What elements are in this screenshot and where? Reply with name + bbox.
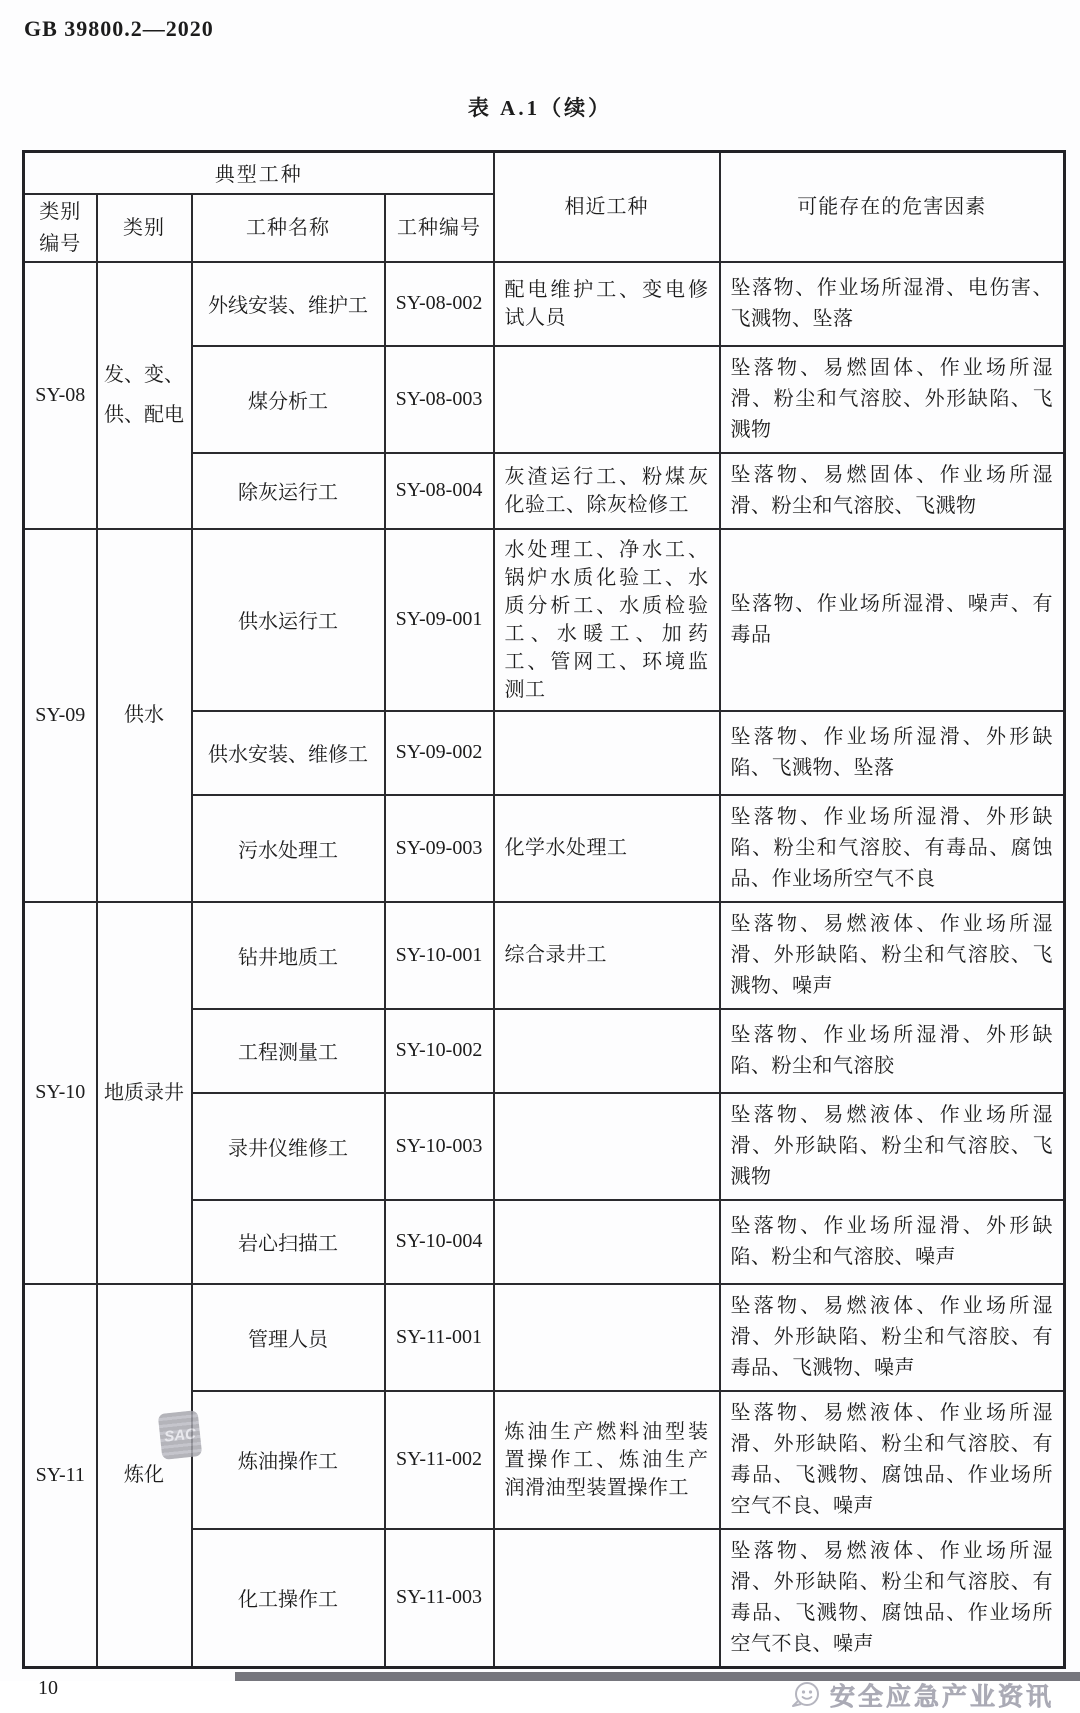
job-name-cell: 除灰运行工 — [192, 453, 385, 529]
job-code-cell: SY-08-003 — [385, 346, 494, 453]
similar-jobs-cell: 化学水处理工 — [494, 795, 720, 902]
job-code-cell: SY-09-001 — [385, 529, 494, 711]
sac-logo-watermark — [158, 1410, 203, 1460]
job-code-cell: SY-10-004 — [385, 1200, 494, 1284]
job-name-cell: 炼油操作工 — [192, 1391, 385, 1529]
table-row — [24, 1284, 1065, 1391]
group-category-cell: 炼化 — [97, 1284, 192, 1668]
job-name-cell: 外线安装、维护工 — [192, 262, 385, 346]
hazards-cell: 坠落物、易燃液体、作业场所湿滑、外形缺陷、粉尘和气溶胶、飞溅物 — [720, 1093, 1065, 1200]
job-code-cell: SY-09-002 — [385, 711, 494, 795]
watermark-logo-icon — [790, 1679, 822, 1711]
job-name-cell: 岩心扫描工 — [192, 1200, 385, 1284]
similar-jobs-cell: 配电维护工、变电修试人员 — [494, 262, 720, 346]
header-category-number-label: 类别编号 — [39, 200, 82, 255]
page-footer — [0, 1677, 1080, 1713]
job-name-cell: 工程测量工 — [192, 1009, 385, 1093]
job-code-cell: SY-10-002 — [385, 1009, 494, 1093]
group-code-cell: SY-09 — [24, 529, 97, 902]
job-name-cell: 煤分析工 — [192, 346, 385, 453]
job-name-cell: 供水运行工 — [192, 529, 385, 711]
header-typical-jobs: 典型工种 — [24, 152, 494, 194]
hazards-cell: 坠落物、作业场所湿滑、外形缺陷、粉尘和气溶胶 — [720, 1009, 1065, 1093]
header-category-number — [24, 194, 97, 262]
similar-jobs-cell: 灰渣运行工、粉煤灰化验工、除灰检修工 — [494, 453, 720, 529]
header-job-code: 工种编号 — [385, 194, 494, 262]
hazards-cell: 坠落物、易燃固体、作业场所湿滑、粉尘和气溶胶、外形缺陷、飞溅物 — [720, 346, 1065, 453]
hazards-cell: 坠落物、作业场所湿滑、外形缺陷、飞溅物、坠落 — [720, 711, 1065, 795]
job-code-cell: SY-08-004 — [385, 453, 494, 529]
watermark-text: 安全应急产业资讯 — [829, 1682, 1054, 1711]
similar-jobs-cell: 水处理工、净水工、锅炉水质化验工、水质分析工、水质检验工、水暖工、加药工、管网工、环境监测工 — [494, 529, 720, 711]
standard-number: GB 39800.2—2020 — [24, 16, 214, 41]
similar-jobs-cell — [494, 1284, 720, 1391]
group-code-cell: SY-11 — [24, 1284, 97, 1668]
group-code-cell: SY-10 — [24, 902, 97, 1284]
job-name-cell: 钻井地质工 — [192, 902, 385, 1009]
header-hazards: 可能存在的危害因素 — [720, 152, 1065, 262]
hazards-cell: 坠落物、易燃液体、作业场所湿滑、外形缺陷、粉尘和气溶胶、有毒品、飞溅物、腐蚀品、作业场所空气不良、噪声 — [720, 1391, 1065, 1529]
similar-jobs-cell — [494, 1009, 720, 1093]
header-row-1 — [24, 152, 1065, 194]
similar-jobs-cell — [494, 1093, 720, 1200]
hazards-cell: 坠落物、易燃液体、作业场所湿滑、外形缺陷、粉尘和气溶胶、飞溅物、噪声 — [720, 902, 1065, 1009]
table-row — [24, 529, 1065, 711]
watermark — [790, 1677, 1054, 1713]
scan-edge-bar — [235, 1672, 1080, 1681]
table-row — [24, 262, 1065, 346]
group-category-cell: 地质录井 — [97, 902, 192, 1284]
job-code-cell: SY-11-002 — [385, 1391, 494, 1529]
group-category-cell: 发、变、供、配电 — [97, 262, 192, 529]
similar-jobs-cell — [494, 346, 720, 453]
job-code-cell: SY-09-003 — [385, 795, 494, 902]
group-code-cell: SY-08 — [24, 262, 97, 529]
hazards-cell: 坠落物、作业场所湿滑、外形缺陷、粉尘和气溶胶、有毒品、腐蚀品、作业场所空气不良 — [720, 795, 1065, 902]
table-title: 表 A.1（续） — [467, 96, 613, 120]
similar-jobs-cell — [494, 711, 720, 795]
job-code-cell: SY-11-001 — [385, 1284, 494, 1391]
job-name-cell: 管理人员 — [192, 1284, 385, 1391]
similar-jobs-cell — [494, 1529, 720, 1668]
job-code-cell: SY-10-001 — [385, 902, 494, 1009]
job-name-cell: 污水处理工 — [192, 795, 385, 902]
header-job-name: 工种名称 — [192, 194, 385, 262]
similar-jobs-cell: 炼油生产燃料油型装置操作工、炼油生产润滑油型装置操作工 — [494, 1391, 720, 1529]
similar-jobs-cell — [494, 1200, 720, 1284]
hazards-cell: 坠落物、易燃液体、作业场所湿滑、外形缺陷、粉尘和气溶胶、有毒品、飞溅物、腐蚀品、作业场所空气不良、噪声 — [720, 1529, 1065, 1668]
header-category: 类别 — [97, 194, 192, 262]
hazards-cell: 坠落物、易燃液体、作业场所湿滑、外形缺陷、粉尘和气溶胶、有毒品、飞溅物、噪声 — [720, 1284, 1065, 1391]
page-number: 10 — [38, 1676, 58, 1699]
header-similar-jobs: 相近工种 — [494, 152, 720, 262]
group-category-cell: 供水 — [97, 529, 192, 902]
sac-logo-text: SAC — [163, 1424, 197, 1446]
similar-jobs-cell: 综合录井工 — [494, 902, 720, 1009]
job-name-cell: 录井仪维修工 — [192, 1093, 385, 1200]
hazards-cell: 坠落物、作业场所湿滑、噪声、有毒品 — [720, 529, 1065, 711]
job-name-cell: 供水安装、维修工 — [192, 711, 385, 795]
job-code-cell: SY-10-003 — [385, 1093, 494, 1200]
job-name-cell: 化工操作工 — [192, 1529, 385, 1668]
hazards-cell: 坠落物、易燃固体、作业场所湿滑、粉尘和气溶胶、飞溅物 — [720, 453, 1065, 529]
job-code-cell: SY-08-002 — [385, 262, 494, 346]
job-code-cell: SY-11-003 — [385, 1529, 494, 1668]
hazards-cell: 坠落物、作业场所湿滑、外形缺陷、粉尘和气溶胶、噪声 — [720, 1200, 1065, 1284]
hazards-cell: 坠落物、作业场所湿滑、电伤害、飞溅物、坠落 — [720, 262, 1065, 346]
table-row — [24, 902, 1065, 1009]
